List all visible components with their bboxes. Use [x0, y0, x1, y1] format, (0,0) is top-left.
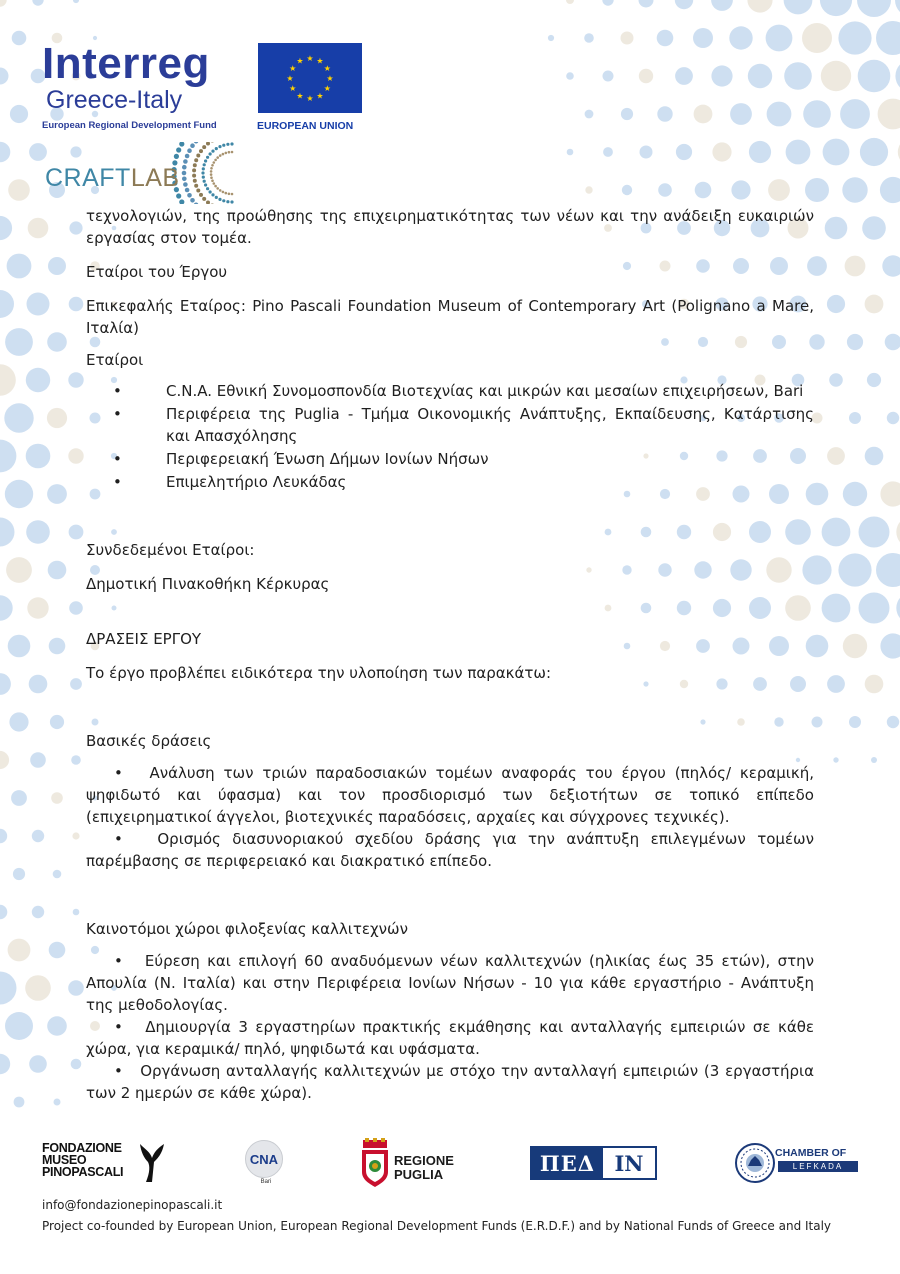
intro-continued-text: τεχνολογιών, της προώθησης της επιχειρηματικότητας των νέων και την ανάδειξη ευκαιριών εργασίας στον τομέα. [86, 207, 814, 247]
chamber-lefkada-logo [734, 1142, 860, 1186]
list-item [86, 471, 814, 493]
eu-star-icon: ★ [289, 84, 297, 93]
bullet-icon: • [113, 382, 122, 400]
footer [0, 1130, 900, 1274]
list-item [86, 380, 814, 402]
bullet-icon: • [114, 830, 123, 848]
footer-cofund-note: Project co-founded by European Union, European Regional Development Funds (E.R.D.F.) and by National Funds of Greece and Italy [42, 1219, 832, 1233]
eu-star-icon: ★ [306, 94, 314, 103]
list-item [86, 448, 814, 470]
partner-text: Περιφέρεια της Puglia - Τμήμα Οικονομικής Ανάπτυξης, Εκπαίδευσης, Κατάρτισης και Απασχόλησης [166, 405, 814, 445]
chamber-title: CHAMBER OF [775, 1147, 847, 1159]
fondazione-line-2: MUSEO [42, 1153, 87, 1167]
eu-star-icon: ★ [323, 84, 331, 93]
whale-tail-icon [136, 1142, 166, 1184]
interreg-logo-subtitle: Greece-Italy [46, 86, 183, 114]
partners-subheading: Εταίροι [86, 351, 144, 369]
partner-text: Επιμελητήριο Λευκάδας [166, 473, 347, 491]
regione-line-2: PUGLIA [394, 1167, 444, 1182]
footer-email: info@fondazionepinopascali.it [42, 1198, 223, 1212]
document-body [86, 205, 814, 1104]
fondazione-logo [42, 1142, 172, 1190]
associated-partners-heading: Συνδεδεμένοι Εταίροι: [86, 541, 255, 559]
list-item [86, 1060, 814, 1104]
action-text: Εύρεση και επιλογή 60 αναδυόμενων νέων καλλιτεχνών (ηλικίας έως 35 ετών), στην Απουλία (Ν. Ιταλία) και στην Περιφέρεια Ιονίων Νήσων - 10 για κάθε εργαστήριο - Ανάπτυξη της μεθοδολογίας. [86, 952, 814, 1014]
list-item [86, 1016, 814, 1060]
chamber-subtitle: LEFKADA [778, 1161, 858, 1172]
fondazione-line-3: PINOPASCALI [42, 1165, 124, 1179]
lead-partner-value: Pino Pascali Foundation Museum of Contemporary Art (Polignano a Mare, Ιταλία) [86, 297, 814, 337]
actions-heading: ΔΡΑΣΕΙΣ ΕΡΓΟΥ [86, 630, 202, 648]
eu-star-icon: ★ [306, 54, 314, 63]
basic-actions-heading: Βασικές δράσεις [86, 732, 212, 750]
regione-puglia-logo [360, 1138, 470, 1192]
bullet-icon: • [114, 952, 123, 970]
list-item [86, 950, 814, 1016]
craftlab-craft-text: CRAFT [45, 164, 131, 192]
lead-partner-paragraph [86, 295, 814, 339]
bullet-icon: • [114, 764, 123, 782]
action-text: Ορισμός διασυνοριακού σχεδίου δράσης για την ανάπτυξη επιλεγμένων τομέων παρέμβασης σε περιφερειακό και διακρατικό επίπεδο. [86, 830, 814, 870]
craftlab-logo [42, 142, 242, 204]
action-text: Ανάλυση των τριών παραδοσιακών τομέων αναφοράς του έργου (πηλός/ κεραμική, ψηφιδωτό και ύφασμα) και τον προσδιορισμό των δεξιοτήτων σε τοπικό επίπεδο (επιχειρηματικοί άγγελοι, βιοτεχνικές παραδόσεις, αρχαίες και σύγχρονες τεχνικές). [86, 764, 814, 826]
chamber-seal-icon [734, 1142, 776, 1184]
list-item [86, 762, 814, 828]
cna-sub: Bari [260, 1179, 272, 1185]
bullet-icon: • [114, 1018, 123, 1036]
eu-flag-icon [258, 43, 362, 113]
eu-star-icon: ★ [316, 91, 324, 101]
list-item [86, 828, 814, 872]
pedin-right-text: IN [614, 1150, 644, 1176]
interreg-logo-word: Interreg [42, 39, 210, 88]
bullet-icon: • [114, 1062, 123, 1080]
artist-spaces-list [86, 950, 814, 1104]
basic-actions-list [86, 762, 814, 872]
action-text: Δημιουργία 3 εργαστηρίων πρακτικής εκμάθησης και ανταλλαγής εμπειριών σε κάθε χώρα, για κεραμικά/ πηλό, ψηφιδωτά και υφάσματα. [86, 1018, 814, 1058]
eu-star-icon: ★ [316, 56, 324, 66]
craftlab-lab-text: LAB [130, 164, 180, 192]
lead-partner-label: Επικεφαλής Εταίρος: [86, 297, 246, 315]
partner-text: Περιφερειακή Ένωση Δήμων Ιονίων Νήσων [166, 450, 489, 468]
fondazione-line-1: FONDAZIONE [42, 1141, 122, 1155]
action-text: Οργάνωση ανταλλαγής καλλιτεχνών με στόχο την ανταλλαγή εμπειριών (3 εργαστήρια των 2 ημερών σε κάθε χώρα). [86, 1062, 814, 1102]
puglia-shield-icon [360, 1138, 390, 1188]
interreg-fund-label: European Regional Development Fund [42, 120, 217, 131]
list-item [86, 403, 814, 447]
eu-star-icon: ★ [286, 74, 294, 83]
associated-partners-value: Δημοτική Πινακοθήκη Κέρκυρας [86, 575, 330, 593]
partners-heading: Εταίροι του Έργου [86, 263, 228, 281]
pedin-logo [530, 1146, 657, 1180]
actions-intro: Το έργο προβλέπει ειδικότερα την υλοποίηση των παρακάτω: [86, 664, 552, 682]
artist-spaces-heading: Καινοτόμοι χώροι φιλοξενίας καλλιτεχνών [86, 920, 408, 938]
pedin-left-text: ΠΕΔ [532, 1148, 603, 1178]
cna-badge: CNA [245, 1140, 283, 1178]
eu-star-icon: ★ [296, 91, 304, 101]
partners-list [86, 380, 814, 493]
eu-star-icon: ★ [289, 64, 297, 73]
header-logos [40, 40, 380, 200]
bullet-icon: • [113, 473, 122, 491]
eu-star-icon: ★ [323, 64, 331, 73]
bullet-icon: • [113, 450, 122, 468]
eu-label: EUROPEAN UNION [257, 120, 354, 132]
eu-star-icon: ★ [296, 56, 304, 66]
regione-line-1: REGIONE [394, 1153, 454, 1168]
cna-logo [245, 1140, 287, 1190]
eu-star-icon: ★ [326, 74, 334, 83]
partner-text: C.N.A. Εθνική Συνομοσπονδία Βιοτεχνίας και μικρών και μεσαίων επιχειρήσεων, Bari [166, 382, 804, 400]
bullet-icon: • [113, 405, 122, 423]
